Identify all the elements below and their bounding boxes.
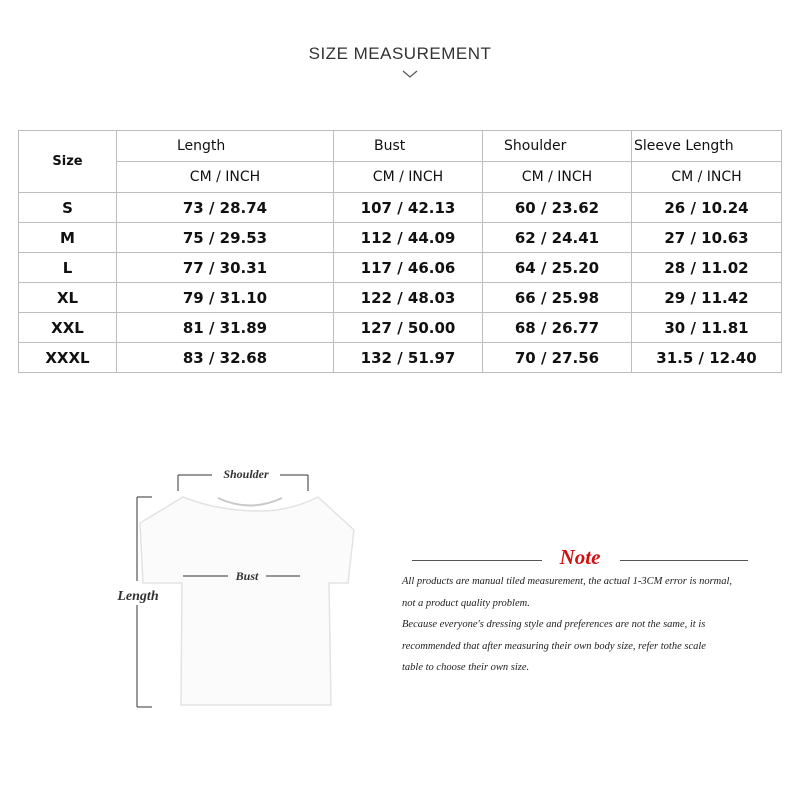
sleeve-cell: 30 / 11.81 — [632, 313, 782, 343]
note-line: table to choose their own size. — [402, 662, 530, 673]
bust-cell: 127 / 50.00 — [334, 313, 483, 343]
table-header-row — [19, 131, 782, 162]
table-row — [19, 283, 782, 313]
unit-label: CM / INCH — [483, 162, 632, 193]
bust-cell: 117 / 46.06 — [334, 253, 483, 283]
unit-label: CM / INCH — [334, 162, 483, 193]
sleeve-cell: 31.5 / 12.40 — [632, 343, 782, 373]
shoulder-label: Shoulder — [223, 467, 269, 481]
sleeve-cell: 27 / 10.63 — [632, 223, 782, 253]
bust-cell: 132 / 51.97 — [334, 343, 483, 373]
note-text — [402, 571, 782, 679]
length-cell: 81 / 31.89 — [117, 313, 334, 343]
table-row — [19, 313, 782, 343]
unit-label: CM / INCH — [117, 162, 334, 193]
tshirt-icon — [140, 497, 354, 705]
shoulder-column-header: Shoulder — [483, 131, 632, 162]
length-cell: 83 / 32.68 — [117, 343, 334, 373]
note-line: All products are manual tiled measurement, the actual 1-3CM error is normal, — [402, 576, 733, 587]
bust-cell: 122 / 48.03 — [334, 283, 483, 313]
table-row — [19, 343, 782, 373]
shoulder-cell: 70 / 27.56 — [483, 343, 632, 373]
shoulder-cell: 68 / 26.77 — [483, 313, 632, 343]
sleeve-cell: 28 / 11.02 — [632, 253, 782, 283]
table-unit-row — [19, 162, 782, 193]
note-title: Note — [559, 545, 601, 569]
shoulder-cell: 66 / 25.98 — [483, 283, 632, 313]
sleeve-cell: 26 / 10.24 — [632, 193, 782, 223]
length-column-header: Length — [117, 131, 334, 162]
size-column-header: Size — [19, 131, 117, 193]
unit-label: CM / INCH — [632, 162, 782, 193]
page-title: SIZE MEASUREMENT — [308, 44, 492, 63]
length-cell: 73 / 28.74 — [117, 193, 334, 223]
shoulder-cell: 62 / 24.41 — [483, 223, 632, 253]
note-line: Because everyone's dressing style and preferences are not the same, it is — [402, 619, 706, 630]
note-line: not a product quality problem. — [402, 597, 530, 609]
length-cell: 77 / 30.31 — [117, 253, 334, 283]
length-label: Length — [117, 589, 159, 604]
divider — [412, 560, 542, 561]
length-cell: 75 / 29.53 — [117, 223, 334, 253]
size-cell: M — [19, 223, 117, 253]
sleeve-cell: 29 / 11.42 — [632, 283, 782, 313]
length-cell: 79 / 31.10 — [117, 283, 334, 313]
table-row — [19, 223, 782, 253]
page-header — [0, 44, 800, 64]
shoulder-cell: 60 / 23.62 — [483, 193, 632, 223]
bust-cell: 107 / 42.13 — [334, 193, 483, 223]
sleeve-length-column-header: Sleeve Length — [632, 131, 782, 162]
bust-column-header: Bust — [334, 131, 483, 162]
note-line: recommended that after measuring their own body size, refer tothe scale — [402, 640, 706, 652]
chevron-down-icon — [402, 70, 418, 79]
size-cell: XL — [19, 283, 117, 313]
size-cell: S — [19, 193, 117, 223]
table-row — [19, 193, 782, 223]
table-row — [19, 253, 782, 283]
size-table — [18, 130, 782, 373]
divider — [620, 560, 748, 561]
bust-label: Bust — [235, 569, 259, 583]
bust-cell: 112 / 44.09 — [334, 223, 483, 253]
measurement-diagram — [100, 455, 380, 725]
shoulder-cell: 64 / 25.20 — [483, 253, 632, 283]
size-cell: L — [19, 253, 117, 283]
size-cell: XXL — [19, 313, 117, 343]
size-cell: XXXL — [19, 343, 117, 373]
